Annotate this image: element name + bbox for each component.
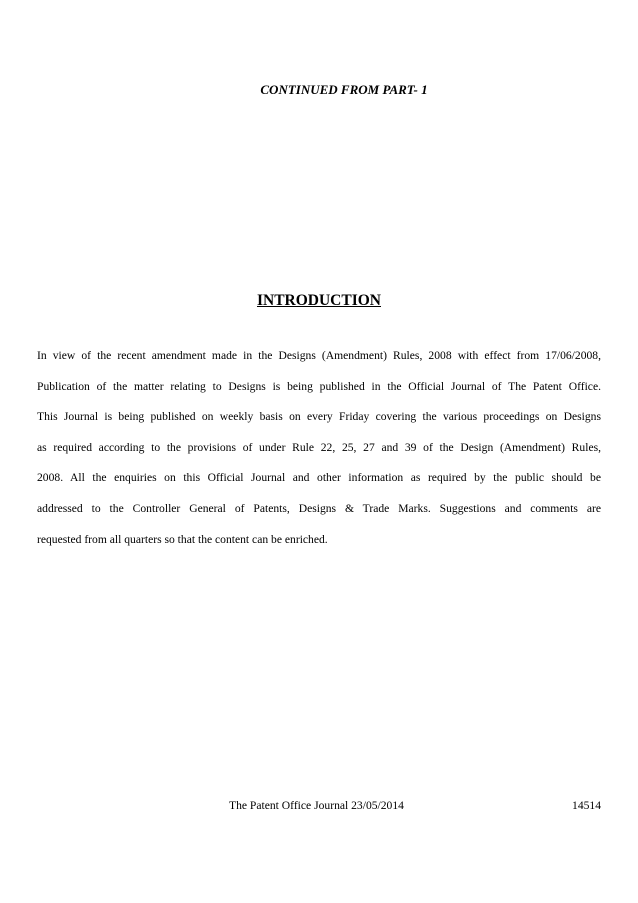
introduction-line: In view of the recent amendment made in the Designs (Amendment) Rules, 2008 with effect from 17/06/2008, bbox=[37, 349, 601, 362]
introduction-line: addressed to the Controller General of Patents, Designs & Trade Marks. Suggestions and comments are bbox=[37, 501, 601, 515]
footer-journal-title: The Patent Office Journal 23/05/2014 bbox=[229, 799, 404, 812]
introduction-line: requested from all quarters so that the content can be enriched. bbox=[37, 532, 328, 546]
introduction-line: as required according to the provisions of under Rule 22, 25, 27 and 39 of the Design (Amendment) Rules, bbox=[37, 440, 601, 454]
continued-heading: CONTINUED FROM PART- 1 bbox=[260, 82, 428, 97]
introduction-line: 2008. All the enquiries on this Official Journal and other information as required by the public should be bbox=[37, 471, 601, 485]
introduction-line: This Journal is being published on weekly basis on every Friday covering the various proceedings on Designs bbox=[37, 410, 601, 424]
introduction-line: Publication of the matter relating to Designs is being published in the Official Journal of The Patent Office. bbox=[37, 379, 601, 393]
introduction-body bbox=[37, 341, 601, 555]
footer-page-number: 14514 bbox=[572, 799, 601, 812]
introduction-title: INTRODUCTION bbox=[256, 292, 381, 309]
